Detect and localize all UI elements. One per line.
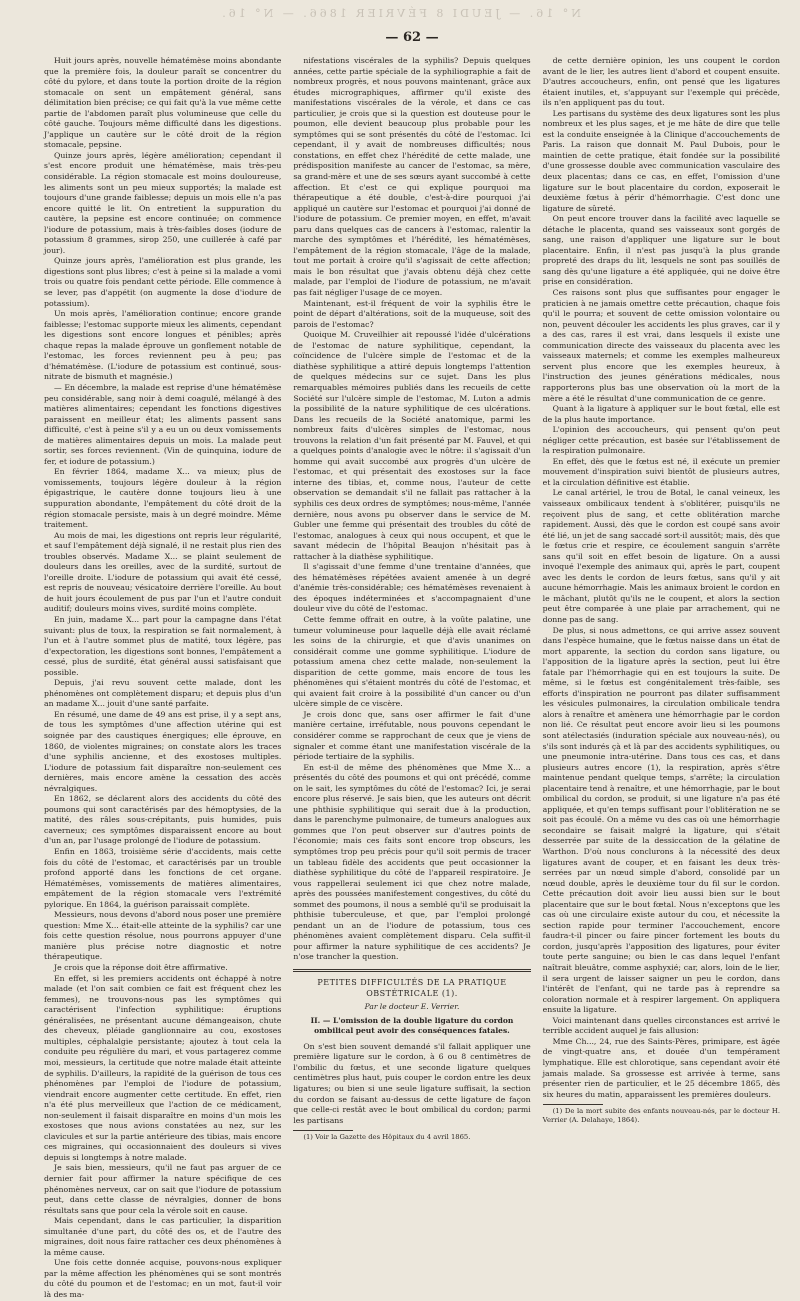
paragraph: Mme Ch..., 24, rue des Saints-Pères, primipare, est âgée de vingt-quatre ans, et douée d'un tempérament lymphatique. Elle est chlorotique, sans cependant avoir été jamais malade. Sa grossesse est arrivée à terme, sans présenter rien de particulier, et le 25 décembre 1865, dès six heures du matin, apparaissent les premières douleurs. bbox=[542, 1036, 780, 1099]
article-body bbox=[293, 1042, 530, 1126]
paragraph: Au mois de mai, les digestions ont repris leur régularité, et sauf l'empâtement déjà signalé, il ne restait plus rien des troubles observés. Madame X... se plaint seulement de douleurs dans les oreilles, avec de la surdité, surtout de l'oreille droite. L'iodure de potassium qui avait été cessé, est repris de nouveau; vésicatoire derrière l'oreille. Au bout de huit jours écoulement de pus par l'un et l'autre conduit auditif; douleurs moins vives, surdité moins complète. bbox=[44, 530, 282, 614]
paragraph: Les partisans du système des deux ligatures sont les plus nombreux et les plus sages, et je me hâte de dire que telle est la conduite enseignée à la Clinique d'accouchements de Paris. La raison que donnait M. Paul Dubois, pour le maintien de cette pratique, était fondée sur la possibilité d'une grossesse double avec communication vasculaire des deux placentas; dans ce cas, en effet, l'omission d'une ligature sur le bout placentaire du cordon, exposerait le deuxième fœtus à périr d'hémorrhagie. C'est donc une ligature de sûreté. bbox=[542, 108, 780, 213]
article-author: Par le docteur E. Verrier. bbox=[364, 1002, 460, 1012]
paragraph: Un mois après, l'amélioration continue; encore grande faiblesse; l'estomac supporte mieux les aliments, cependant les digestions sont encore longues et pénibles; après chaque repas la malade éprouve un gonflement notable de l'estomac, les forces reviennent peu à peu; pas d'hématémèse. (L'iodure de potassium est continué, sous-nitrate de bismuth et magnésie.) bbox=[44, 309, 282, 382]
paragraph: Enfin en 1863, troisième série d'accidents, mais cette fois du côté de l'estomac, et caractérisés par un trouble profond apporté dans les fonctions de cet organe. Hématémèses, vomissements de matières alimentaires, empâtement de la région stomacale vers l'extrémité pylorique. En 1864, la guérison paraissait complète. bbox=[44, 847, 282, 909]
paragraph: Voici maintenant dans quelles circonstances est arrivé le terrible accident auquel je fais allusion: bbox=[542, 1015, 780, 1036]
paragraph: Cette femme offrait en outre, à la voûte palatine, une tumeur volumineuse pour laquelle déjà elle avait réclamé les soins de la chirurgie, et que d'avis unanimes on considérait comme une gomme syphilitique. L'iodure de potassium amena chez cette malade, non-seulement la disparition de cette gomme, mais encore de tous les phénomènes qui s'étaient montrés du côté de l'estomac, et qui avaient fait croire à la possibilité d'un cancer ou d'un ulcère simple de ce viscère. bbox=[293, 614, 531, 709]
paragraph: Maintenant, est-il fréquent de voir la syphilis être le point de départ d'altérations, soit de la muqueuse, soit des parois de l'estomac? bbox=[293, 298, 531, 329]
paragraph: En effet, dès que le fœtus est né, il exécute un premier mouvement d'inspiration suivi bientôt de plusieurs autres, et la circulation définitive est établie. bbox=[542, 456, 780, 487]
paragraph: Huit jours après, nouvelle hématémèse moins abondante que la première fois, la douleur paraît se concentrer du côté du pylore, et dans toute la portion droite de la région stomacale on sent un empâtement général, sans délimitation bien précise; ce qui fait qu'à la vue même cette partie de l'abdomen paraît plus volumineuse que celle du côté gauche. Toujours même difficulté dans les digestions. J'applique un cautère sur le côté droit de la région stomacale, pepsine. bbox=[44, 56, 282, 150]
paragraph: de cette dernière opinion, les uns coupent le cordon avant de le lier, les autres lient d'abord et coupent ensuite. D'autres accoucheurs, enfin, ont pensé que les ligatures étaient inutiles, et, s'appuyant sur l'exemple qui précède, ils n'en appliquent pas du tout. bbox=[542, 56, 780, 108]
paragraph: Mais cependant, dans le cas particulier, la disparition simultanée d'une part, du côté des os, et de l'autre des migraines, doit nous faire rattacher ces deux phénomènes à la même cause. bbox=[44, 1216, 282, 1257]
column-1 bbox=[44, 56, 282, 1299]
paragraph: En est-il de même des phénomènes que Mme X... a présentés du côté des poumons et qui ont précédé, comme on le sait, les symptômes du côté de l'estomac? Ici, je serai encore plus réservé. Je sais bien, que les auteurs ont décrit une phthisie syphilitique qui serait due à la production, dans le parenchyme pulmonaire, de tumeurs analogues aux gommes que l'on peut observer sur d'autres points de l'économie; mais ces faits sont encore trop obscurs, les symptômes trop peu précis pour qu'il soit permis de tracer un tableau fidèle des accidents que peut occasionner la diathèse syphilitique du côté de l'appareil respiratoire. Je vous rappellerai seulement ici que chez notre malade, après des poussées manifestement congestives, du côté du sommet des poumons, il nous a semblé qu'il se produisait la phthisie tuberculeuse, et que, par l'emploi prolongé pendant un an de l'iodure de potassium, tous ces phénomènes avaient complètement disparu. Cela suffit-il pour affirmer la nature syphilitique de ces accidents? Je n'ose trancher la question. bbox=[293, 762, 531, 962]
paragraph: nifestations viscérales de la syphilis? Depuis quelques années, cette partie spéciale de la syphiliographie a fait de nombreux progrès, et nous pouvons maintenant, grâce aux études micrographiques, affirmer qu'il existe des manifestations viscérales de la vérole, et dans ce cas particulier, je crois que si la question est douteuse pour le poumon, elle devient beaucoup plus probable pour les symptômes qui se sont présentés du côté de l'estomac. Ici cependant, il y avait de nombreuses difficultés; nous constations, en effet chez l'hérédité de cette malade, une prédisposition manifeste au cancer de l'estomac, sa mère, sa grand-mère et une de ses sœurs ayant succombé à cette affection. Et c'est ce qui explique pourquoi ma thérapeutique a été double, c'est-à-dire pourquoi j'ai appliqué un cautère sur l'estomac et pourquoi j'ai donné de l'iodure de potassium. Ce premier moyen, en effet, m'avait paru dans quelques cas de cancers à l'estomac, ralentir la marche des symptômes et l'hérédité, les hématémèses, l'empâtement de la région stomacale, l'âge de la malade, tout me portait à croire qu'il s'agissait de cette affection; mais le bon résultat que j'avais obtenu déjà chez cette malade, par l'emploi de l'iodure de potassium, ne m'avait pas fait négliger l'usage de ce moyen. bbox=[293, 56, 531, 298]
column-3-footnote: (1) De la mort subite des enfants nouveau-nés, par le docteur H. Verrier (A. Delahaye, 1864). bbox=[542, 1107, 780, 1125]
text-columns bbox=[44, 56, 780, 1299]
article-footnote: (1) Voir la Gazette des Hôpitaux du 4 avril 1865. bbox=[303, 1133, 471, 1142]
paragraph: Quinze jours après, l'amélioration est plus grande, les digestions sont plus libres; c'est à peine si la malade a vomi trois ou quatre fois pendant cette période. Elle commence à se lever, pas d'appétit (on augmente la dose d'iodure de potassium). bbox=[44, 256, 282, 308]
paragraph: On peut encore trouver dans la facilité avec laquelle se détache le placenta, quand ses vaisseaux sont gorgés de sang, une raison d'appliquer une ligature sur le bout placentaire. Enfin, il n'est pas jusqu'à la plus grande propreté des draps du lit, lesquels ne sont pas souillés de sang dès qu'une ligature a été appliquée, qui ne doive être prise en considération. bbox=[542, 214, 780, 287]
paragraph: En 1862, se déclarent alors des accidents du côté des poumons qui sont caractérisés par des hémoptysies, de la matité, des râles sous-crépitants, puis humides, puis caverneux; ces symptômes disparaissent encore au bout d'un an, par l'usage prolongé de l'iodure de potassium. bbox=[44, 794, 282, 846]
paragraph: En résumé, une dame de 49 ans est prise, il y a sept ans, de tous les symptômes d'une affection utérine qui est soignée par des caustiques énergiques; elle éprouve, en 1860, de violentes migraines; on constate alors les traces d'une syphilis ancienne, et des exostoses multiples. L'iodure de potassium fait disparaître non-seulement ces dernières, mais encore amène la cessation des accès névralgiques. bbox=[44, 709, 282, 793]
paragraph: En juin, madame X... part pour la campagne dans l'état suivant: plus de toux, la respiration se fait normalement, à l'un et à l'autre sommet plus de matité, toux légère, pas d'expectoration, les digestions sont bonnes, l'empâtement a cessé, plus de surdité, état général aussi satisfaisant que possible. bbox=[44, 614, 282, 677]
paragraph: On s'est bien souvent demandé s'il fallait appliquer une première ligature sur le cordon, à 6 ou 8 centimètres de l'ombilic du fœtus, et une seconde ligature quelques centimètres plus haut, puis couper le cordon entre les deux ligatures; ou bien si une seule ligature suffisait, la section du cordon se faisant au-dessus de cette ligature de façon que celle-ci restât avec le bout ombilical du cordon; parmi les partisans bbox=[293, 1041, 531, 1125]
paragraph: Je sais bien, messieurs, qu'il ne faut pas arguer de ce dernier fait pour affirmer la nature spécifique de ces phénomènes nerveux, car on sait que l'iodure de potassium peut, dans cette classe de névralgies, donner de bons résultats sans que pour cela la vérole soit en cause. bbox=[44, 1163, 282, 1215]
article-title: PETITES DIFFICULTÉS DE LA PRATIQUE OBSTÉTRICALE (1). bbox=[317, 978, 507, 998]
footnote-rule bbox=[293, 1130, 353, 1131]
paragraph: Ces raisons sont plus que suffisantes pour engager le praticien à ne jamais omettre cette précaution, chaque fois qu'il le pourra; et souvent de cette omission volontaire ou non, peuvent découler les accidents les plus graves, car il y a des cas, rares il est vrai, dans lesquels il existe une communication directe des vaisseaux du placenta avec les vaisseaux maternels; et comme les exemples malheureux servent plus encore que les exemples heureux, à l'instruction des jeunes générations médicales, nous rapporterons plus bas une observation où la mort de la mère a été le résultat d'une communication de ce genre. bbox=[542, 288, 780, 403]
article-rule-top bbox=[293, 969, 530, 970]
column-3 bbox=[543, 56, 780, 1178]
paragraph: De plus, si nous admettons, ce qui arrive assez souvent dans l'espèce humaine, que le fœtus naisse dans un état de mort apparente, la section du cordon sans ligature, ou l'apposition de la ligature après la section, peut lui être fatale par l'hémorrhagie qui en est toujours la suite. De même, si le fœtus est congénitalement très-faible, ses efforts d'inspiration ne pourront pas dilater suffisamment les vésicules pulmonaires, la circulation ombilicale tendra alors à renaître et amènera une hémorrhagie par le cordon non lié. Ce résultat peut encore avoir lieu si les poumons sont atélectasiés (induration spéciale aux nouveau-nés), ou s'ils sont indurés çà et là par des accidents syphilitiques, ou une pneumonie intra-utérine. Dans tous ces cas, et dans plusieurs autres encore (1), la respiration, après s'être maintenue pendant quelque temps, s'arrête; la circulation placentaire tend à renaître, et une hémorrhagie, par le bout ombilical du cordon, se produit, si une ligature n'a pas été appliquée, et qu'en temps suffisant pour l'oblitération ne se soit pas écoulé. On a même vu des cas où une hémorrhagie secondaire se faisait malgré la ligature, qui s'était desserrée par suite de la dessiccation de la gélatine de Warthon. D'où nous conclurons à la nécessité des deux ligatures avant de couper, et en faisant les deux très-serrées par un nœud simple d'abord, consolidé par un nœud double, après le deuxième tour du fil sur le cordon. Cette précaution doit avoir lieu aussi bien sur le bout placentaire que sur le bout fœtal. Nous n'exceptons que les cas où une circulaire existe autour du cou, et nécessite la section rapide pour terminer l'accouchement, encore faudra-t-il pincer ou faire pincer fortement les bouts du cordon, jusqu'après l'apposition des ligatures, pour éviter toute perte sanguine; ou bien le cas dans lequel l'enfant naîtrait bleuâtre, comme asphyxié; car, alors, loin de le lier, il sera urgent de laisser saigner un peu le cordon, dans l'intérêt de l'enfant, qui ne tarde pas à reprendre sa coloration normale et à respirer largement. On appliquera ensuite la ligature. bbox=[542, 625, 780, 1015]
paragraph: En février 1864, madame X... va mieux; plus de vomissements, toujours légère douleur à la région épigastrique, le cautère donne toujours lieu à une suppuration abondante, l'empâtement du côté droit de la région stomacale persiste, mais à un degré moindre. Même traitement. bbox=[44, 467, 282, 530]
paragraph: En effet, si les premiers accidents ont échappé à notre malade (et l'on sait combien ce fait est fréquent chez les femmes), ne trouvons-nous pas les symptômes qui caractérisent l'infection syphilitique: éruptions généralisées, ne présentant aucune démangeaison, chute des cheveux, pléiade ganglionnaire au cou, exostoses multiples, céphalalgie persistante; ajoutez à tout cela la conduite peu régulière du mari, et vous partagerez comme moi, messieurs, la certitude que notre malade était atteinte de syphilis. D'ailleurs, la rapidité de la guérison de tous ces phénomènes par l'emploi de l'iodure de potassium, viendrait encore augmenter cette certitude. En effet, rien n'a été plus merveilleux que l'action de ce médicament, non-seulement il faisait disparaître en moins d'un mois les exostoses que nous avions constatées au nez, sur les clavicules et sur la partie antérieure des tibias, mais encore ces migraines, qui occasionnaient des douleurs si vives depuis si longtemps à notre malade. bbox=[44, 973, 282, 1162]
article-rule-bottom bbox=[293, 971, 530, 972]
paragraph: Je crois que la réponse doit être affirmative. bbox=[54, 963, 228, 973]
column-2-body bbox=[293, 56, 530, 963]
column-3-body bbox=[543, 56, 780, 1100]
paragraph: L'opinion des accoucheurs, qui pensent qu'on peut négliger cette précaution, est basée sur l'établissement de la respiration pulmonaire. bbox=[542, 425, 780, 456]
footnote-rule-col3 bbox=[543, 1104, 603, 1105]
paragraph: Le canal artériel, le trou de Botal, le canal veineux, les vaisseaux ombilicaux tendent à s'oblitérer, puisqu'ils ne reçoivent plus de sang, et cette oblitération marche rapidement. Aussi, dès que le cordon est coupé sans avoir été lié, un jet de sang saccadé sort-il aussitôt; mais, dès que le fœtus crie et respire, ce écoulement sanguin s'arrête sans qu'il soit en effet besoin de ligature. On a aussi invoqué l'exemple des animaux qui, après le part, coupent avec les dents le cordon de leurs fœtus, sans qu'il y ait aucune hémorrhagie. Mais les animaux broient le cordon en le mâchant, plutôt qu'ils ne le coupent, et alors la section peut être comparée à une plaie par arrachement, qui ne donne pas de sang. bbox=[542, 488, 780, 624]
paragraph: Quant à la ligature à appliquer sur le bout fœtal, elle est de la plus haute importance. bbox=[542, 404, 780, 424]
paragraph: Je crois donc que, sans oser affirmer le fait d'une manière certaine, irréfutable, nous pouvons cependant le considérer comme se rapprochant de ceux que je viens de signaler et comme étant une manifestation viscérale de la période tertiaire de la syphilis. bbox=[293, 709, 531, 762]
bleed-through-header: N° 16. — JEUDI 8 FÉVRIER 1866. — N° 16. bbox=[219, 7, 581, 20]
paragraph: Quinze jours après, légère amélioration; cependant il s'est encore produit une hématémèse, mais très-peu considérable. La région stomacale est moins douloureuse, les aliments sont un peu mieux supportés; la malade est toujours d'une grande faiblesse; depuis un mois elle n'a pas encore quitté le lit. On entretient la suppuration du cautère, la pepsine est encore continuée; on commence l'iodure de potassium, mais à très-faibles doses (iodure de potassium 8 grammes, sirop 250, une cuillerée à café par jour). bbox=[44, 150, 282, 255]
article-subtitle: II. — L'omission de la double ligature du cordon ombilical peut avoir des conséquences fatales. bbox=[310, 1015, 514, 1036]
paragraph: Quoique M. Cruveilhier ait repoussé l'idée d'ulcérations de l'estomac de nature syphilitique, cependant, la coïncidence de l'ulcère simple de l'estomac et de la diathèse syphilitique a attiré depuis longtemps l'attention de quelques médecins sur ce sujet. Dans les plus remarquables mémoires publiés dans les recueils de cette Société sur l'ulcère simple de l'estomac, M. Luton a admis la possibilité de la nature syphilitique de ces ulcérations. Dans les recueils de la Société anatomique, parmi les nombreux faits d'ulcères simples de l'estomac, nous trouvons la relation d'un fait présenté par M. Fauvel, et qui a quelques points d'analogie avec le nôtre: il s'agissait d'un homme qui avait succombé aux progrès d'un ulcère de l'estomac, et qui présentait des exostoses sur la face interne des tibias, et, comme nous, l'auteur de cette observation se demandait s'il ne fallait pas rattacher à la syphilis ces deux ordres de symptômes; nous-même, l'année dernière, nous avons pu observer dans le service de M. Gubler une femme qui présentait des troubles du côté de l'estomac, analogues à ceux qui nous occupent, et que le savant médecin de l'hôpital Beaujon n'hésitait pas à rattacher à la diathèse syphilitique. bbox=[293, 330, 531, 561]
paragraph: Messieurs, nous devons d'abord nous poser une première question: Mme X... était-elle atteinte de la syphilis? car une fois cette question résolue, nous pourrons appuyer d'une manière plus précise notre diagnostic et notre thérapeutique. bbox=[44, 910, 282, 962]
paragraph: Il s'agissait d'une femme d'une trentaine d'années, que des hématémèses répétées avaient amenée à un degré d'anémie très-considérable; ces hématémèses revenaient à des époques indéterminées et s'accompagnaient d'une douleur vive du côté de l'estomac. bbox=[293, 562, 531, 614]
column-2 bbox=[293, 56, 530, 1178]
page-number: — 62 — bbox=[385, 30, 439, 45]
paragraph: Depuis, j'ai revu souvent cette malade, dont les phénomènes ont complètement disparu; et depuis plus d'un an madame X... jouit d'une santé parfaite. bbox=[44, 678, 282, 709]
paragraph: Une fois cette donnée acquise, pouvons-nous expliquer par la même affection les phénomènes qui se sont montrés du côté du poumon et de l'estomac; en un mot, faut-il voir là des ma- bbox=[44, 1258, 282, 1299]
paragraph: — En décembre, la malade est reprise d'une hématémèse peu considérable, sang noir à demi coagulé, mélangé à des matières alimentaires; cependant les fonctions digestives paraissent en meilleur état; les aliments passent sans difficulté, c'est à peine s'il y a eu un ou deux vomissements de matières alimentaires depuis un mois. La malade peut sortir, ses forces reviennent. (Vin de quinquina, iodure de fer, et iodure de potassium.) bbox=[44, 382, 282, 466]
